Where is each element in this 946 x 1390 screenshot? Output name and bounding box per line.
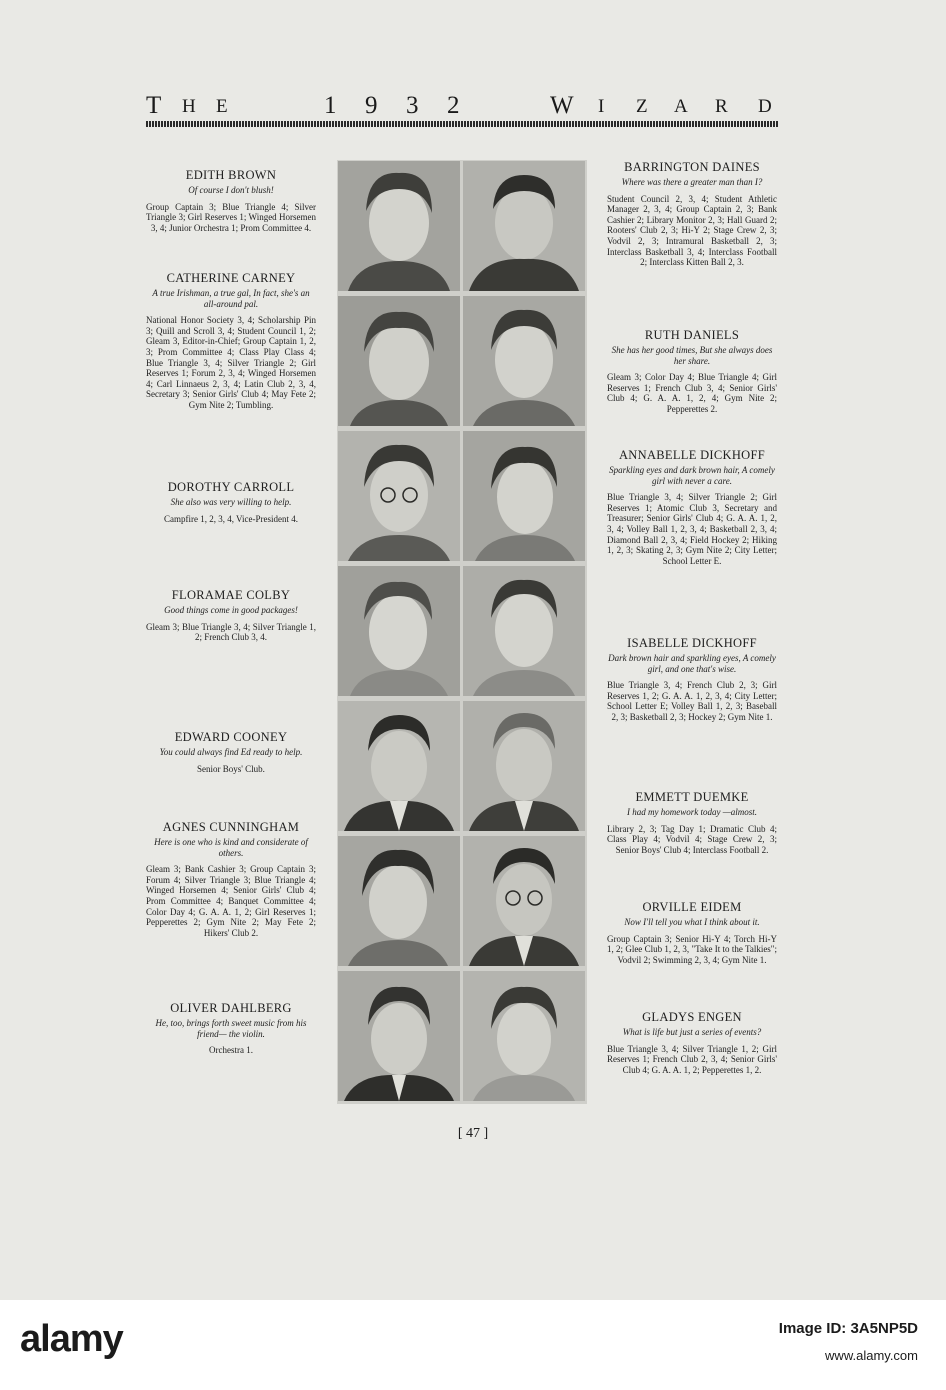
student-activities: Group Captain 3; Blue Triangle 4; Silver Triangle 3; Girl Reserves 1; Winged Horsemen 3, 4; Junior Orchestra 1; Prom Committee 4.	[146, 201, 316, 233]
student-motto: A true Irishman, a true gal, In fact, she's an all-around pal.	[152, 288, 310, 309]
student-name: CATHERINE CARNEY	[166, 271, 296, 285]
student-activities: Group Captain 3; Senior Hi-Y 4; Torch Hi-Y 1, 2; Glee Club 1, 2, 3, "Take It to the Talkies"; Vodvil 2; Swimming 2, 3, 4; Gym Nite 1.	[607, 933, 777, 965]
student-motto: I had my homework today —almost.	[627, 807, 757, 817]
portrait-photo	[338, 431, 460, 561]
student-entry	[146, 730, 316, 774]
header-letter: A	[674, 96, 688, 117]
student-entry	[607, 160, 777, 268]
student-activities: Library 2, 3; Tag Day 1; Dramatic Club 4; Class Play 4; Vodvil 4; Stage Crew 2, 3; Senior Boys' Club 4; Interclass Football 2.	[607, 823, 777, 855]
header-letter: D	[758, 96, 772, 117]
student-name: DOROTHY CARROLL	[167, 480, 295, 494]
student-name: ANNABELLE DICKHOFF	[618, 448, 766, 462]
header-letter: 1	[324, 92, 337, 119]
student-name: GLADYS ENGEN	[642, 1010, 742, 1024]
student-name: EDWARD COONEY	[174, 730, 288, 744]
student-name: EDITH BROWN	[185, 168, 277, 182]
portrait-photo	[463, 431, 585, 561]
header-letter: E	[216, 96, 228, 117]
student-motto: You could always find Ed ready to help.	[159, 747, 303, 757]
portrait-photo	[338, 971, 460, 1101]
student-motto: Good things come in good packages!	[164, 605, 298, 615]
student-motto: Of course I don't blush!	[188, 185, 274, 195]
student-entry	[146, 168, 316, 233]
student-entry	[146, 1001, 316, 1056]
student-entry	[146, 271, 316, 411]
student-entry	[607, 448, 777, 566]
student-name: OLIVER DAHLBERG	[170, 1001, 292, 1015]
page-header	[146, 92, 776, 122]
student-activities: National Honor Society 3, 4; Scholarship Pin 3; Quill and Scroll 3, 4; Student Council 1, 2; Gleam 3, Editor-in-Chief; Group Captain 1, 2, 3; Prom Committee 4; Class Play Class 4; Blue Triangle 3, 4; Silver Triangle 2; Girl Reserves 1; Forum 2, 3, 4; Winged Horsemen 4; Carl Linnaeus 2, 3, 4; Latin Club 2, 3, 4, Secretary 3; Senior Girls' Club 4; May Fete 2; Gym Nite 2; Tumbling.	[146, 315, 316, 410]
portrait-grid	[337, 160, 587, 1104]
student-name: RUTH DANIELS	[644, 328, 740, 342]
watermark-bar	[0, 1300, 946, 1390]
portrait-photo	[338, 836, 460, 966]
student-motto: Where was there a greater man than I?	[621, 177, 763, 187]
alamy-logo: alamy	[20, 1318, 123, 1360]
site-url: www.alamy.com	[825, 1348, 918, 1363]
portrait-photo	[463, 971, 585, 1101]
portrait-photo	[463, 161, 585, 291]
student-activities: Blue Triangle 3, 4; French Club 2, 3; Girl Reserves 1, 2; G. A. A. 1, 2, 3, 4; City Letter; School Letter E; Volley Ball 1, 2, 3; Baseball 2, 3; Basketball 2, 3; Hockey 2; Gym Nite 1.	[607, 680, 777, 722]
portrait-photo	[463, 566, 585, 696]
portrait-photo	[338, 701, 460, 831]
student-activities: Gleam 3; Blue Triangle 3, 4; Silver Triangle 1, 2; French Club 3, 4.	[146, 621, 316, 643]
portrait-photo	[338, 161, 460, 291]
student-name: AGNES CUNNINGHAM	[162, 820, 300, 834]
student-activities: Gleam 3; Color Day 4; Blue Triangle 4; Girl Reserves 1; French Club 3, 4; Senior Girls' Club 4; G. A. A. 1, 2, 4; Gym Nite 2; Pepperettes 2.	[607, 372, 777, 414]
portrait-photo	[463, 296, 585, 426]
student-motto: Dark brown hair and sparkling eyes, A comely girl, and one that's wise.	[608, 653, 776, 674]
student-entry	[607, 636, 777, 723]
header-letter: 3	[406, 92, 419, 119]
header-letter: R	[715, 96, 728, 117]
student-motto: Here is one who is kind and considerate of others.	[154, 837, 308, 858]
student-name: ISABELLE DICKHOFF	[627, 636, 757, 650]
student-motto: He, too, brings forth sweet music from his friend— the violin.	[155, 1018, 307, 1039]
student-name: BARRINGTON DAINES	[624, 160, 760, 174]
header-letter: 9	[365, 92, 378, 119]
student-motto: She also was very willing to help.	[170, 497, 292, 507]
student-name: FLORAMAE COLBY	[171, 588, 291, 602]
header-letter: W	[550, 92, 574, 119]
student-activities: Senior Boys' Club.	[197, 763, 265, 774]
student-activities: Student Council 2, 3, 4; Student Athletic Manager 2, 3, 4; Group Captain 2, 3; Bank Cashier 2; Library Monitor 2, 3; Hall Guard 2; Rooters' Club 2, 3; Hi-Y 2; Stage Crew 2, 3; Vodvil 2, 3; Intramural Basketball 2, 3; Interclass Basketball 3, 4; Interclass Football 2; Interclass Kitten Ball 2, 3.	[607, 193, 777, 268]
student-motto: What is life but just a series of events?	[622, 1027, 762, 1037]
student-activities: Campfire 1, 2, 3, 4, Vice-President 4.	[163, 513, 298, 524]
student-entry	[146, 820, 316, 938]
student-name: ORVILLE EIDEM	[642, 900, 742, 914]
portrait-photo	[463, 836, 585, 966]
student-entry	[607, 328, 777, 415]
header-letter: T	[146, 92, 162, 119]
student-entry	[607, 1010, 777, 1075]
student-activities: Gleam 3; Bank Cashier 3; Group Captain 3; Forum 4; Silver Triangle 3; Blue Triangle 4; Winged Horsemen 4; Senior Girls' Club 4; Prom Committee 4; Banquet Committee 4; Color Day 4; G. A. A. 1, 2; Girl Reserves 1; Pepperettes 2; Gym Nite 2; May Fete 2; Hikers' Club 2.	[146, 864, 316, 938]
student-entry	[607, 900, 777, 965]
header-letter: 2	[447, 92, 460, 119]
student-entry	[607, 790, 777, 855]
student-activities: Orchestra 1.	[209, 1045, 253, 1056]
student-entry	[146, 588, 316, 643]
student-activities: Blue Triangle 3, 4; Silver Triangle 1, 2; Girl Reserves 1; French Club 2, 3, 4; Senior Girls' Club 4; G. A. A. 1, 2; Pepperettes 1, 2.	[607, 1043, 777, 1075]
header-letter: Z	[636, 96, 648, 117]
student-motto: She has her good times, But she always does her share.	[611, 345, 773, 366]
portrait-photo	[463, 701, 585, 831]
header-letter: I	[598, 96, 605, 117]
student-motto: Now I'll tell you what I think about it.	[624, 917, 760, 927]
student-activities: Blue Triangle 3, 4; Silver Triangle 2; Girl Reserves 1; Atomic Club 3, Secretary and Treasurer; Senior Girls' Club 4; G. A. A. 1, 2, 3, 4; Volley Ball 1, 2, 3, 4; Basketball 2, 3, 4; Diamond Ball 2, 3, 4; Field Hockey 2; Hiking 1, 2, 3; Skating 2, 3; Gym Nite 2; City Letter; School Letter E.	[607, 492, 777, 566]
page-number: [ 47 ]	[457, 1126, 489, 1141]
student-entry	[146, 480, 316, 524]
portrait-photo	[338, 296, 460, 426]
student-motto: Sparkling eyes and dark brown hair, A comely girl with never a care.	[609, 465, 775, 486]
image-id-label: Image ID: 3A5NP5D	[778, 1320, 918, 1337]
header-rule	[146, 121, 778, 127]
header-letter: H	[182, 96, 196, 117]
student-name: EMMETT DUEMKE	[635, 790, 749, 804]
portrait-photo	[338, 566, 460, 696]
